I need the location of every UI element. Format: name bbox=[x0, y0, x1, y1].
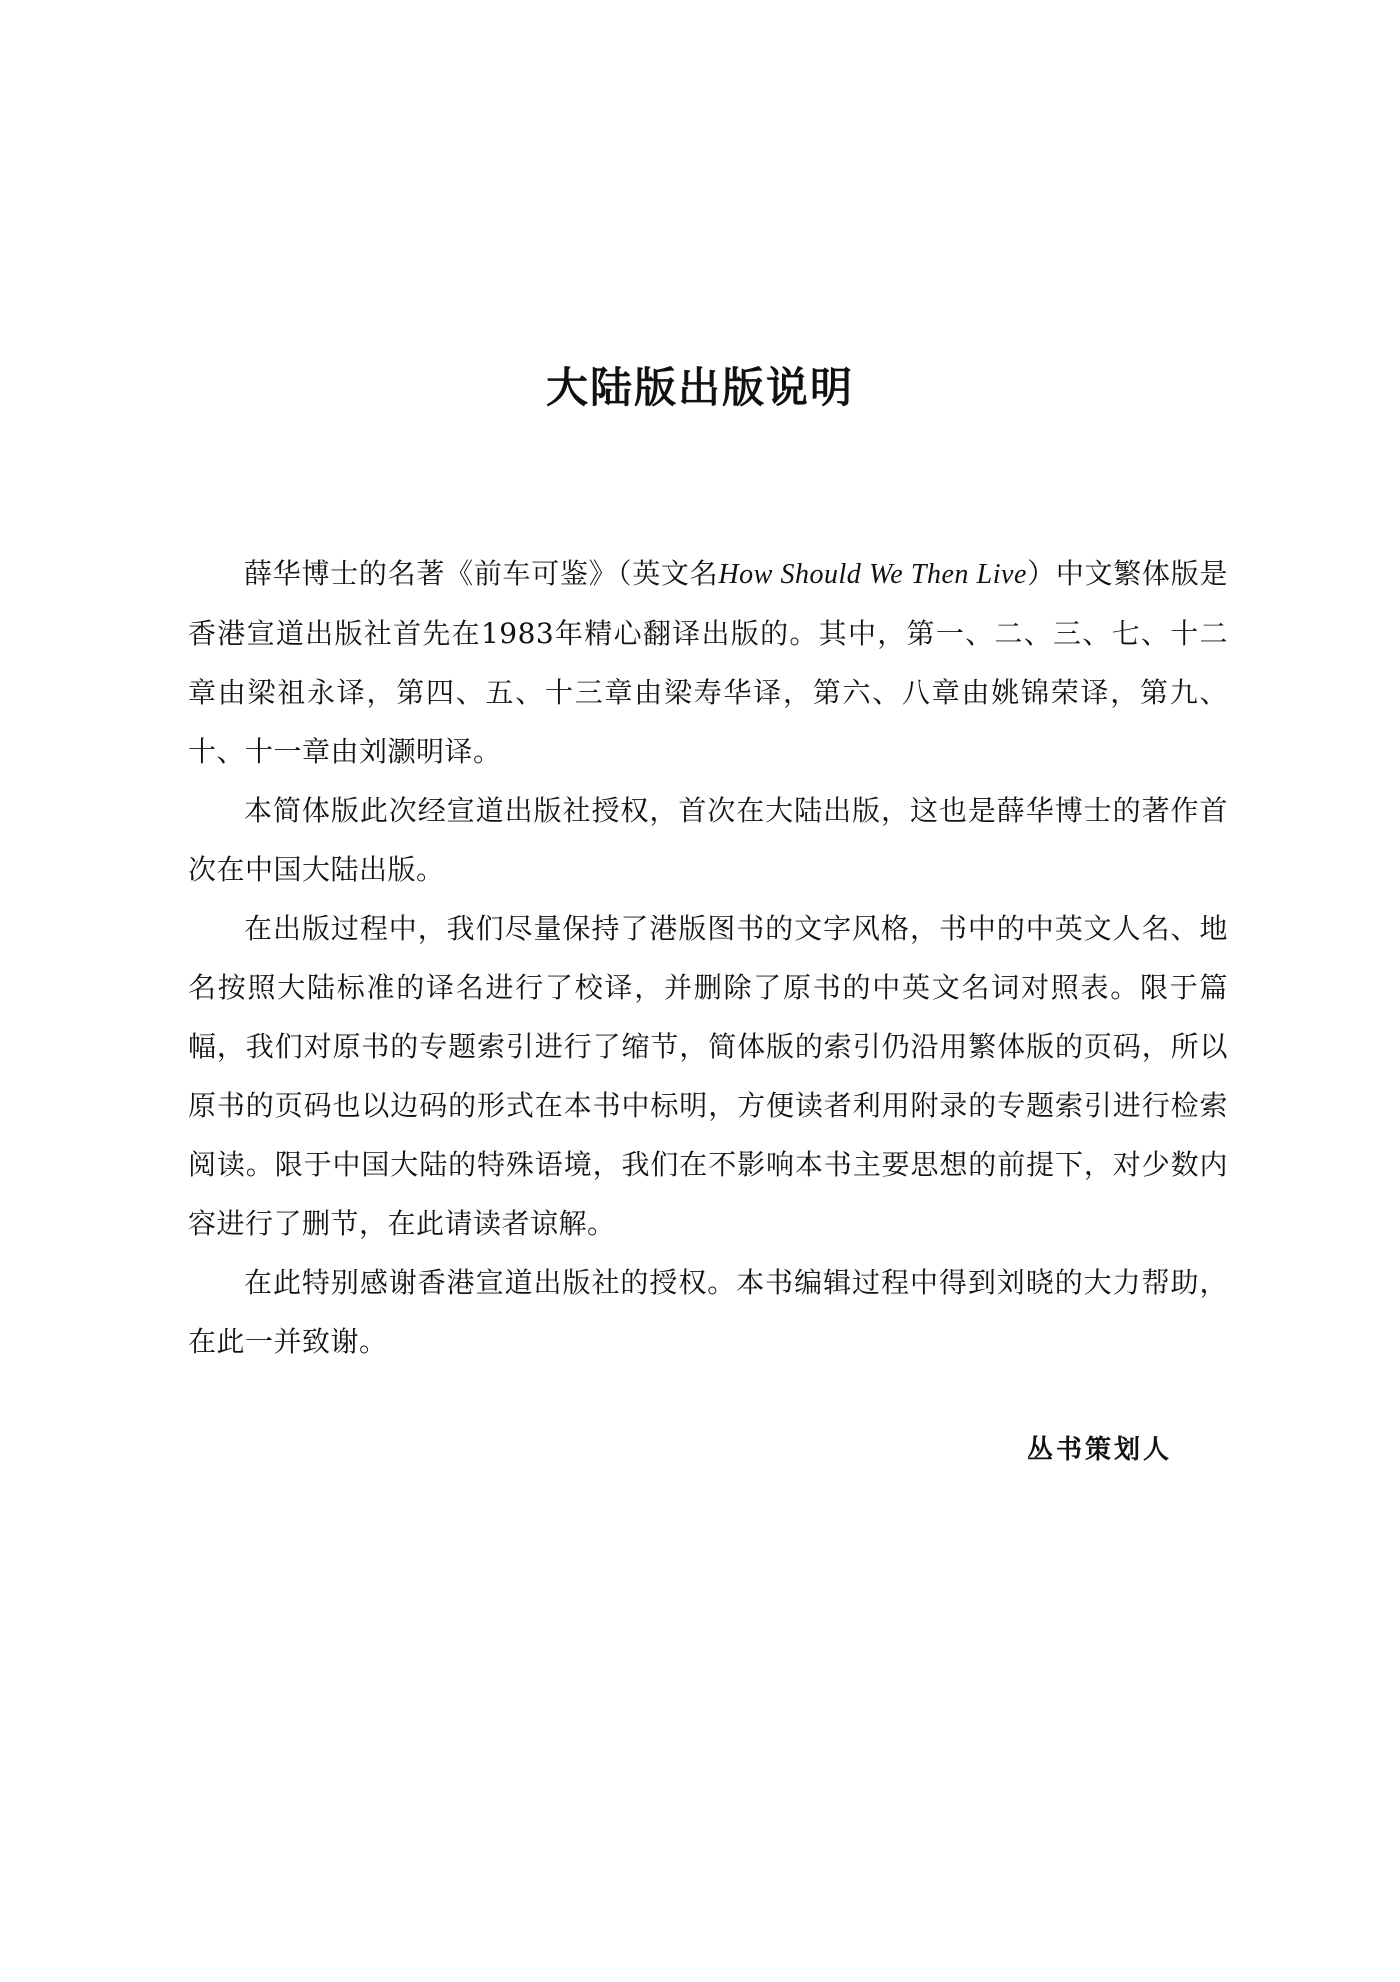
page-title: 大陆版出版说明 bbox=[545, 363, 854, 413]
paragraph-4: 在此特别感谢香港宣道出版社的授权。本书编辑过程中得到刘晓的大力帮助，在此一并致谢。 bbox=[188, 1266, 1228, 1358]
paragraph-1 bbox=[188, 544, 1228, 781]
paragraph-1-part-1: 薛华博士的名著《前车可鉴》（英文名 bbox=[244, 557, 719, 590]
body-text bbox=[188, 544, 1228, 1371]
english-book-title: How Should We Then Live bbox=[718, 559, 1027, 590]
paragraph-3: 在出版过程中，我们尽量保持了港版图书的文字风格，书中的中英文人名、地名按照大陆标准的译名进行了校译，并删除了原书的中英文名词对照表。限于篇幅，我们对原书的专题索引进行了缩节，简体版的索引仍沿用繁体版的页码，所以原书的页码也以边码的形式在本书中标明，方便读者利用附录的专题索引进行检索阅读。限于中国大陆的特殊语境，我们在不影响本书主要思想的前提下，对少数内容进行了删节，在此请读者谅解。 bbox=[188, 912, 1228, 1240]
paragraph-2: 本简体版此次经宣道出版社授权，首次在大陆出版，这也是薛华博士的著作首次在中国大陆出版。 bbox=[188, 794, 1228, 886]
signature: 丛书策划人 bbox=[1026, 1435, 1172, 1465]
paragraph-1-part-2: ）中文繁体版是香港宣道出版社首先在1983年精心翻译出版的。其中，第一、二、三、七、十二章由梁祖永译，第四、五、十三章由梁寿华译，第六、八章由姚锦荣译，第九、十、十一章由刘灏明译。 bbox=[188, 557, 1228, 768]
